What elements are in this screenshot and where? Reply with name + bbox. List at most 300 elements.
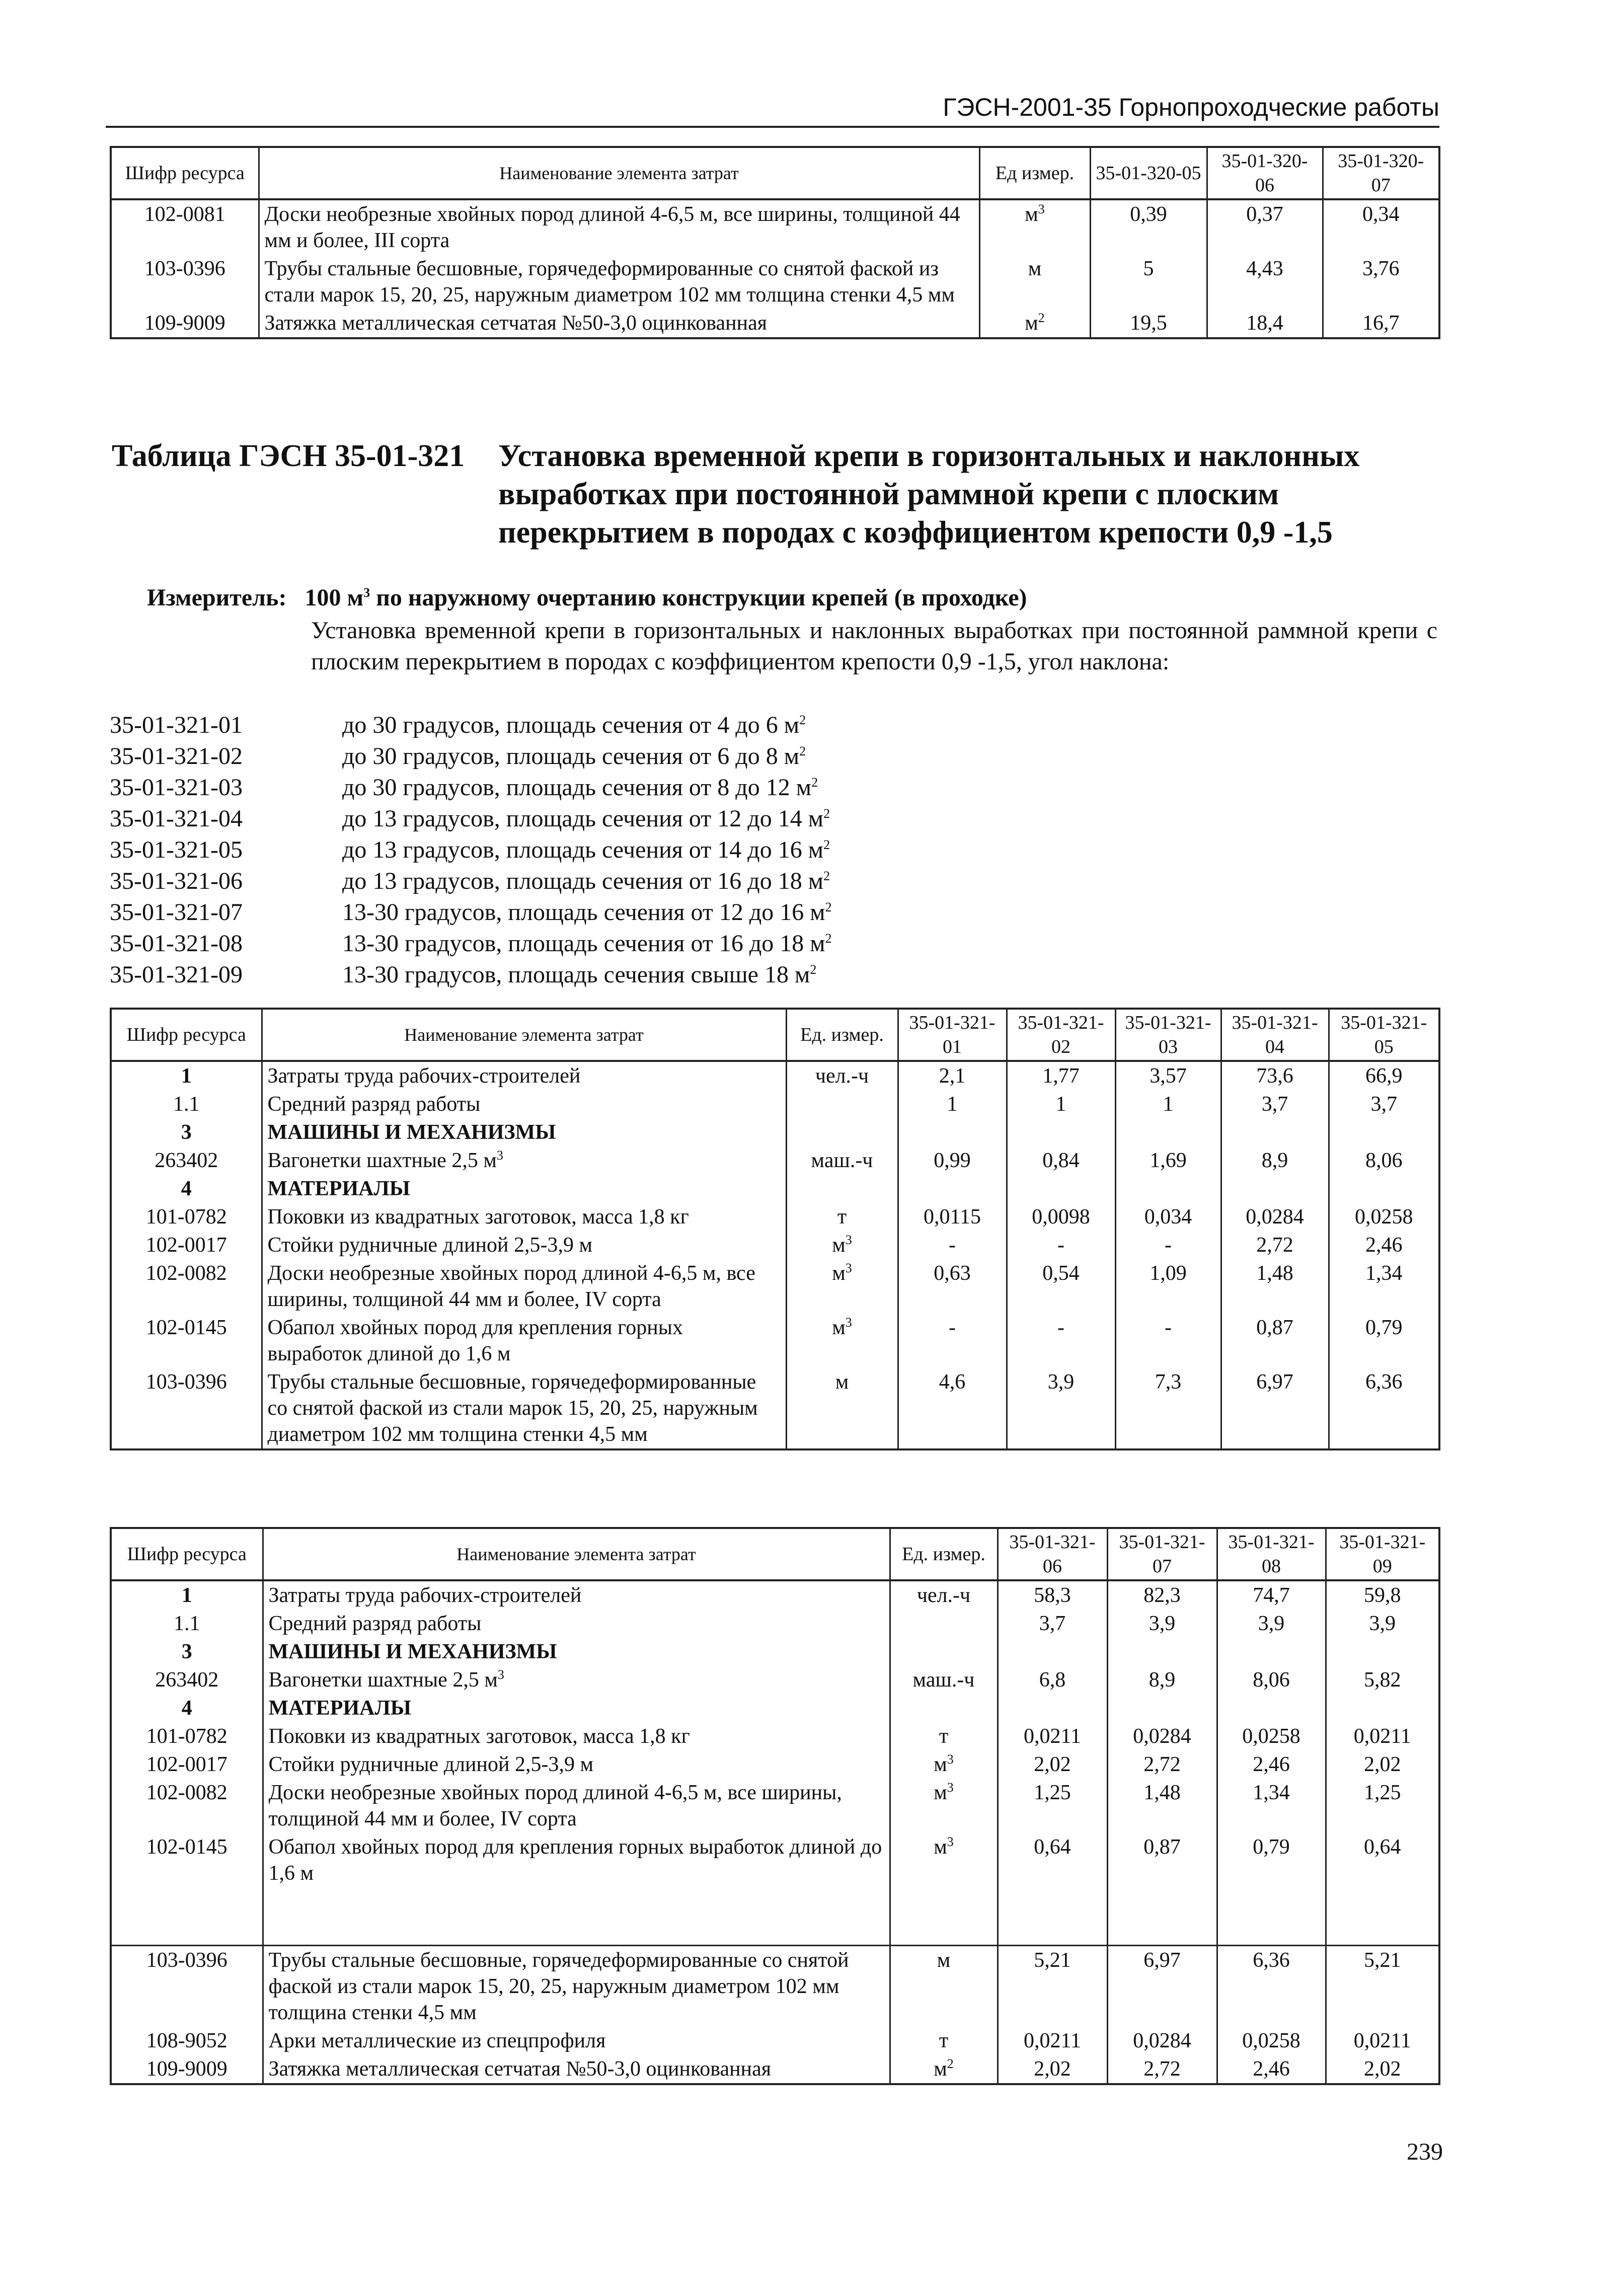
resource-code: 4 (111, 1694, 263, 1722)
table-row (111, 1146, 1439, 1175)
value-cell: 0,0284 (1221, 1203, 1329, 1231)
value-cell: 0,0211 (998, 2027, 1107, 2055)
value-cell: 1 (1115, 1090, 1221, 1118)
superscript: 3 (1038, 202, 1045, 216)
value-cell: 18,4 (1207, 309, 1323, 338)
resource-name (259, 255, 979, 309)
resource-name-text: Затраты труда рабочих-строителей (268, 1584, 582, 1607)
unit (890, 1638, 998, 1666)
resource-code: 102-0081 (111, 199, 259, 255)
resource-name-text: Трубы стальные бесшовные, горячедеформированные со снятой фаской из стали марок 15, 20, 25, наружным диаметром 102 мм толщина стенки 4,5 мм (267, 1370, 758, 1446)
resource-name-text: Обапол хвойных пород для крепления горных выработок длиной до 1,6 м (268, 1835, 882, 1885)
norm-text: 13-30 градусов, площадь сечения от 12 до 16 м (342, 899, 825, 926)
value-cell: 0,0211 (1326, 1722, 1439, 1750)
resource-table-top (110, 146, 1440, 339)
value-cell (1007, 1175, 1115, 1203)
resource-code: 101-0782 (111, 1203, 262, 1231)
value-cell: 1,34 (1329, 1259, 1439, 1314)
unit-text: м (1028, 257, 1042, 280)
unit (890, 2055, 998, 2084)
norm-text: до 30 градусов, площадь сечения от 8 до 12 м (342, 774, 812, 801)
value-cell: 6,36 (1329, 1368, 1439, 1449)
value-cell: 3,7 (1221, 1090, 1329, 1118)
value-cell: 8,06 (1329, 1146, 1439, 1175)
value-cell: - (898, 1231, 1007, 1259)
value-cell: 0,034 (1115, 1203, 1221, 1231)
resource-code: 263402 (111, 1666, 263, 1694)
resource-name-text: Арки металлические из спецпрофиля (268, 2029, 606, 2052)
resource-name (263, 2027, 890, 2055)
code-list-item (110, 803, 1318, 834)
column-header: 35-01-320-07 (1323, 147, 1439, 199)
value-cell: 0,0258 (1329, 1203, 1439, 1231)
value-cell (1221, 1118, 1329, 1146)
table-row (111, 1314, 1439, 1368)
spacer-cell (111, 1887, 263, 1946)
value-cell: - (898, 1314, 1007, 1368)
unit-text: м (934, 2057, 947, 2081)
resource-name (263, 1610, 890, 1638)
table-row (111, 1750, 1439, 1779)
unit-text: маш.-ч (912, 1668, 975, 1692)
superscript: 2 (811, 775, 818, 790)
value-cell: 3,9 (1007, 1368, 1115, 1449)
unit (890, 2027, 998, 2055)
header-title: ГЭСН-2001-35 Горнопроходческие работы (943, 93, 1439, 121)
value-cell (1107, 1638, 1217, 1666)
resource-code: 108-9052 (111, 2027, 263, 2055)
value-cell: 1,48 (1221, 1259, 1329, 1314)
table-row (111, 1580, 1439, 1610)
value-cell: 66,9 (1329, 1061, 1439, 1090)
superscript: 2 (1038, 311, 1045, 325)
value-cell (1329, 1118, 1439, 1146)
value-cell: 2,46 (1217, 2055, 1326, 2084)
resource-table-b (110, 1527, 1440, 2085)
norm-code: 35-01-321-05 (110, 836, 243, 863)
value-cell: 1,69 (1115, 1146, 1221, 1175)
unit (979, 199, 1090, 255)
value-cell (1107, 1694, 1217, 1722)
resource-name (262, 1259, 786, 1314)
value-cell: 0,54 (1007, 1259, 1115, 1314)
value-cell: 7,3 (1115, 1368, 1221, 1449)
value-cell (998, 1694, 1107, 1722)
norm-code: 35-01-321-02 (110, 743, 243, 770)
spacer-cell (1326, 1887, 1439, 1946)
column-header: 35-01-321-06 (998, 1528, 1107, 1580)
resource-name (262, 1175, 786, 1203)
column-header: 35-01-321-01 (898, 1009, 1007, 1061)
resource-name-text: Стойки рудничные длиной 2,5-3,9 м (268, 1753, 594, 1776)
unit (890, 1946, 998, 2027)
value-cell: 1,77 (1007, 1061, 1115, 1090)
resource-name (259, 199, 979, 255)
unit (786, 1175, 898, 1203)
value-cell: 3,9 (1107, 1610, 1217, 1638)
column-header: 35-01-321-03 (1115, 1009, 1221, 1061)
value-cell: 0,84 (1007, 1146, 1115, 1175)
value-cell: 6,97 (1107, 1946, 1217, 2027)
column-header: Шифр ресурса (111, 1528, 263, 1580)
unit (786, 1314, 898, 1368)
value-cell: 3,9 (1217, 1610, 1326, 1638)
resource-name-text: Обапол хвойных пород для крепления горных выработок длиной до 1,6 м (267, 1316, 683, 1365)
resource-name (262, 1118, 786, 1146)
header-row (111, 147, 1439, 199)
superscript: 3 (496, 1148, 503, 1163)
table-row (111, 2027, 1439, 2055)
section-description: Установка временной крепи в горизонтальных и наклонных выработках при постоянной раммной крепи с плоским перекрытием в породах с коэффициентом крепости 0,9 -1,5, угол наклона: (311, 617, 1437, 675)
column-header: 35-01-321-08 (1217, 1528, 1326, 1580)
value-cell: 5,21 (1326, 1946, 1439, 2027)
norm-description (342, 834, 830, 866)
unit-text: маш.-ч (811, 1149, 873, 1172)
unit-text: м (937, 1949, 951, 1972)
norm-text: 13-30 градусов, площадь сечения свыше 18 м (342, 961, 810, 988)
value-cell: 3,76 (1323, 255, 1439, 309)
column-header: Ед измер. (979, 147, 1090, 199)
resource-name-text: Трубы стальные бесшовные, горячедеформированные со снятой фаской из стали марок 15, 20, 25, наружным диаметром 102 мм толщина стенки 4,5 мм (264, 257, 955, 307)
value-cell: 16,7 (1323, 309, 1439, 338)
value-cell: 73,6 (1221, 1061, 1329, 1090)
unit (890, 1580, 998, 1610)
column-header: Наименование элемента затрат (262, 1009, 786, 1061)
resource-code: 102-0017 (111, 1231, 262, 1259)
table-row (111, 1946, 1439, 2027)
superscript: 2 (825, 900, 832, 914)
table-row (111, 1722, 1439, 1750)
value-cell: 1 (1007, 1090, 1115, 1118)
superscript: 2 (799, 744, 806, 758)
value-cell: 0,0284 (1107, 1722, 1217, 1750)
value-cell: 2,02 (998, 2055, 1107, 2084)
value-cell: 19,5 (1090, 309, 1207, 338)
superscript: 3 (947, 1752, 954, 1767)
resource-code: 102-0145 (111, 1314, 262, 1368)
norm-code: 35-01-321-04 (110, 805, 243, 832)
table-row (111, 2055, 1439, 2084)
value-cell: - (1007, 1231, 1115, 1259)
superscript: 2 (825, 931, 832, 946)
resource-code: 103-0396 (111, 1946, 263, 2027)
code-list (110, 710, 1318, 990)
resource-name-text: Доски необрезные хвойных пород длиной 4-6,5 м, все ширины, толщиной 44 мм и более, IV сорта (267, 1262, 755, 1311)
column-header: 35-01-321-04 (1221, 1009, 1329, 1061)
resource-name (263, 1666, 890, 1694)
resource-name (262, 1090, 786, 1118)
resource-name-text: Вагонетки шахтные 2,5 м (268, 1668, 498, 1692)
code-list-item (110, 866, 1318, 897)
spacer-cell (890, 1887, 998, 1946)
resource-name (262, 1231, 786, 1259)
superscript: 3 (947, 1780, 954, 1795)
column-header: Шифр ресурса (111, 147, 259, 199)
unit (979, 309, 1090, 338)
unit-text: т (939, 2029, 949, 2052)
resource-code: 102-0017 (111, 1750, 263, 1779)
value-cell (1221, 1175, 1329, 1203)
resource-code: 103-0396 (111, 1368, 262, 1449)
norm-description (342, 928, 832, 959)
resource-name (263, 1580, 890, 1610)
unit-text: м (934, 1753, 947, 1776)
code-list-item (110, 834, 1318, 866)
resource-name (262, 1146, 786, 1175)
column-header: Наименование элемента затрат (259, 147, 979, 199)
value-cell: 1,48 (1107, 1779, 1217, 1833)
unit (890, 1694, 998, 1722)
resource-name-text: Средний разряд работы (267, 1093, 481, 1116)
value-cell: 1 (898, 1090, 1007, 1118)
value-cell (998, 1638, 1107, 1666)
column-header: Ед. измер. (786, 1009, 898, 1061)
resource-code: 1 (111, 1580, 263, 1610)
meter-label: Измеритель: (147, 584, 287, 611)
norm-description (342, 959, 816, 990)
spacer-cell (1217, 1887, 1326, 1946)
unit-text: м (832, 1316, 846, 1339)
norm-text: до 13 градусов, площадь сечения от 14 до 16 м (342, 836, 824, 863)
value-cell: 82,3 (1107, 1580, 1217, 1610)
value-cell: 0,0098 (1007, 1203, 1115, 1231)
norm-text: 13-30 градусов, площадь сечения от 16 до 18 м (342, 930, 825, 957)
norm-description (342, 741, 806, 772)
resource-name (263, 1750, 890, 1779)
superscript: 3 (845, 1233, 852, 1247)
column-header: Ед. измер. (890, 1528, 998, 1580)
resource-code: 109-9009 (111, 2055, 263, 2084)
superscript: 3 (845, 1261, 852, 1275)
superscript: 2 (823, 869, 830, 883)
value-cell: 0,87 (1107, 1833, 1217, 1887)
resource-name-text: Доски необрезные хвойных пород длиной 4-6,5 м, все ширины, толщиной 44 мм и более, IV сорта (268, 1781, 842, 1830)
resource-code: 102-0082 (111, 1259, 262, 1314)
resource-code: 3 (111, 1638, 263, 1666)
unit-text: м (832, 1262, 846, 1285)
unit-text: м (1025, 312, 1038, 335)
unit (786, 1203, 898, 1231)
resource-name-text: Затяжка металлическая сетчатая №50-3,0 оцинкованная (264, 312, 768, 335)
resource-name (263, 1638, 890, 1666)
value-cell: 1,34 (1217, 1779, 1326, 1833)
resource-name-text: Трубы стальные бесшовные, горячедеформированные со снятой фаской из стали марок 15, 20, 25, наружным диаметром 102 мм толщина стенки 4,5 мм (268, 1949, 849, 2024)
value-cell: 4,43 (1207, 255, 1323, 309)
resource-name-text: Затяжка металлическая сетчатая №50-3,0 оцинкованная (268, 2057, 772, 2081)
value-cell: 0,0211 (998, 1722, 1107, 1750)
value-cell: - (1007, 1314, 1115, 1368)
resource-table-a (110, 1008, 1440, 1450)
value-cell: 8,06 (1217, 1666, 1326, 1694)
table-row (111, 1833, 1439, 1887)
table-row (111, 1090, 1439, 1118)
unit-text: чел.-ч (815, 1064, 869, 1088)
unit (890, 1750, 998, 1779)
value-cell: 2,1 (898, 1061, 1007, 1090)
norm-text: до 13 градусов, площадь сечения от 12 до 14 м (342, 805, 824, 832)
superscript: 2 (810, 962, 817, 977)
resource-name (262, 1061, 786, 1090)
value-cell: 2,72 (1107, 2055, 1217, 2084)
norm-description (342, 866, 830, 897)
value-cell: 2,72 (1107, 1750, 1217, 1779)
value-cell: - (1115, 1231, 1221, 1259)
norm-description (342, 897, 832, 928)
value-cell: 8,9 (1221, 1146, 1329, 1175)
superscript: 2 (823, 837, 830, 852)
resource-name (263, 1946, 890, 2027)
value-cell: 6,36 (1217, 1946, 1326, 2027)
unit-text: т (939, 1725, 949, 1748)
value-cell: 5,21 (998, 1946, 1107, 2027)
value-cell: 74,7 (1217, 1580, 1326, 1610)
norm-description (342, 803, 830, 834)
unit-text: чел.-ч (916, 1584, 971, 1607)
norm-code: 35-01-321-09 (110, 961, 243, 988)
unit (786, 1259, 898, 1314)
unit (786, 1368, 898, 1449)
superscript: 3 (497, 1667, 504, 1682)
value-cell: 0,39 (1090, 199, 1207, 255)
norm-text: до 13 градусов, площадь сечения от 16 до 18 м (342, 868, 824, 894)
table-row (111, 199, 1439, 255)
norm-code: 35-01-321-08 (110, 930, 243, 957)
table-row (111, 1259, 1439, 1314)
resource-name-text: МАШИНЫ И МЕХАНИЗМЫ (267, 1121, 556, 1144)
resource-name-text: Затраты труда рабочих-строителей (267, 1064, 581, 1088)
spacer-cell (998, 1887, 1107, 1946)
value-cell: 5,82 (1326, 1666, 1439, 1694)
value-cell: 6,8 (998, 1666, 1107, 1694)
value-cell: 0,64 (998, 1833, 1107, 1887)
value-cell: 0,64 (1326, 1833, 1439, 1887)
norm-description (342, 710, 806, 741)
unit (786, 1090, 898, 1118)
table-row (111, 1638, 1439, 1666)
code-list-item (110, 897, 1318, 928)
norm-code: 35-01-321-01 (110, 712, 243, 738)
spacer-cell (1107, 1887, 1217, 1946)
column-header: 35-01-321-09 (1326, 1528, 1439, 1580)
table-row (111, 1779, 1439, 1833)
resource-name-text: Поковки из квадратных заготовок, масса 1,8 кг (267, 1205, 689, 1229)
superscript: 2 (947, 2056, 954, 2071)
value-cell (1326, 1638, 1439, 1666)
spacer-row (111, 1887, 1439, 1946)
code-list-item (110, 741, 1318, 772)
unit (890, 1666, 998, 1694)
resource-code: 102-0145 (111, 1833, 263, 1887)
unit-text: м (934, 1781, 947, 1804)
resource-name-text: МАТЕРИАЛЫ (267, 1177, 410, 1200)
value-cell: 2,02 (1326, 2055, 1439, 2084)
value-cell: 3,7 (998, 1610, 1107, 1638)
value-cell: 3,57 (1115, 1061, 1221, 1090)
resource-name (259, 309, 979, 338)
table-row (111, 255, 1439, 309)
unit (786, 1231, 898, 1259)
table-label: Таблица ГЭСН 35-01-321 (112, 439, 465, 473)
value-cell (1326, 1694, 1439, 1722)
resource-name-text: Средний разряд работы (268, 1612, 482, 1635)
value-cell: 0,63 (898, 1259, 1007, 1314)
unit (979, 255, 1090, 309)
value-cell: 2,72 (1221, 1231, 1329, 1259)
value-cell: 0,37 (1207, 199, 1323, 255)
value-cell: 0,0258 (1217, 1722, 1326, 1750)
resource-name-text: Вагонетки шахтные 2,5 м (267, 1149, 497, 1172)
unit (890, 1833, 998, 1887)
resource-code: 101-0782 (111, 1722, 263, 1750)
resource-name-text: Стойки рудничные длиной 2,5-3,9 м (267, 1234, 593, 1257)
value-cell (1217, 1694, 1326, 1722)
value-cell: 0,99 (898, 1146, 1007, 1175)
resource-code: 263402 (111, 1146, 262, 1175)
table-row (111, 1203, 1439, 1231)
value-cell: 0,79 (1329, 1314, 1439, 1368)
value-cell (1329, 1175, 1439, 1203)
resource-name (263, 1833, 890, 1887)
header-row (111, 1009, 1439, 1061)
column-header: 35-01-320-05 (1090, 147, 1207, 199)
code-list-item (110, 710, 1318, 741)
resource-name (263, 1694, 890, 1722)
value-cell (1217, 1638, 1326, 1666)
value-cell: 58,3 (998, 1580, 1107, 1610)
unit-text: м (1025, 203, 1038, 226)
value-cell (898, 1175, 1007, 1203)
value-cell (1007, 1118, 1115, 1146)
resource-name-text: МАШИНЫ И МЕХАНИЗМЫ (268, 1640, 557, 1663)
table-row (111, 1610, 1439, 1638)
resource-name (262, 1314, 786, 1368)
table-row (111, 1694, 1439, 1722)
value-cell: 0,0115 (898, 1203, 1007, 1231)
code-list-item (110, 772, 1318, 803)
unit-text: м (832, 1234, 846, 1257)
unit (890, 1610, 998, 1638)
value-cell: 0,0211 (1326, 2027, 1439, 2055)
value-cell (898, 1118, 1007, 1146)
value-cell: 6,97 (1221, 1368, 1329, 1449)
page-number: 239 (1407, 2138, 1443, 2165)
unit (890, 1779, 998, 1833)
table-row (111, 1175, 1439, 1203)
meter-value: 100 $м^3$ по наружному очертанию конструкции крепей (в проходке) (304, 584, 1027, 611)
value-cell: 0,0284 (1107, 2027, 1217, 2055)
unit (786, 1061, 898, 1090)
norm-text: до 30 градусов, площадь сечения от 6 до 8 м (342, 743, 800, 770)
resource-name-text: Поковки из квадратных заготовок, масса 1,8 кг (268, 1725, 690, 1748)
code-list-item (110, 959, 1318, 990)
section-title (112, 437, 1440, 552)
norm-code: 35-01-321-06 (110, 868, 243, 894)
unit (786, 1146, 898, 1175)
table-row (111, 1368, 1439, 1449)
column-header: 35-01-321-02 (1007, 1009, 1115, 1061)
norm-text: до 30 градусов, площадь сечения от 4 до 6 м (342, 712, 800, 738)
page-header (106, 87, 1439, 128)
value-cell: 59,8 (1326, 1580, 1439, 1610)
resource-code: 1.1 (111, 1610, 263, 1638)
unit (786, 1118, 898, 1146)
table-row (111, 309, 1439, 338)
value-cell (1115, 1118, 1221, 1146)
table-row (111, 1231, 1439, 1259)
superscript: 3 (845, 1315, 852, 1330)
value-cell: 5 (1090, 255, 1207, 309)
resource-name (263, 2055, 890, 2084)
